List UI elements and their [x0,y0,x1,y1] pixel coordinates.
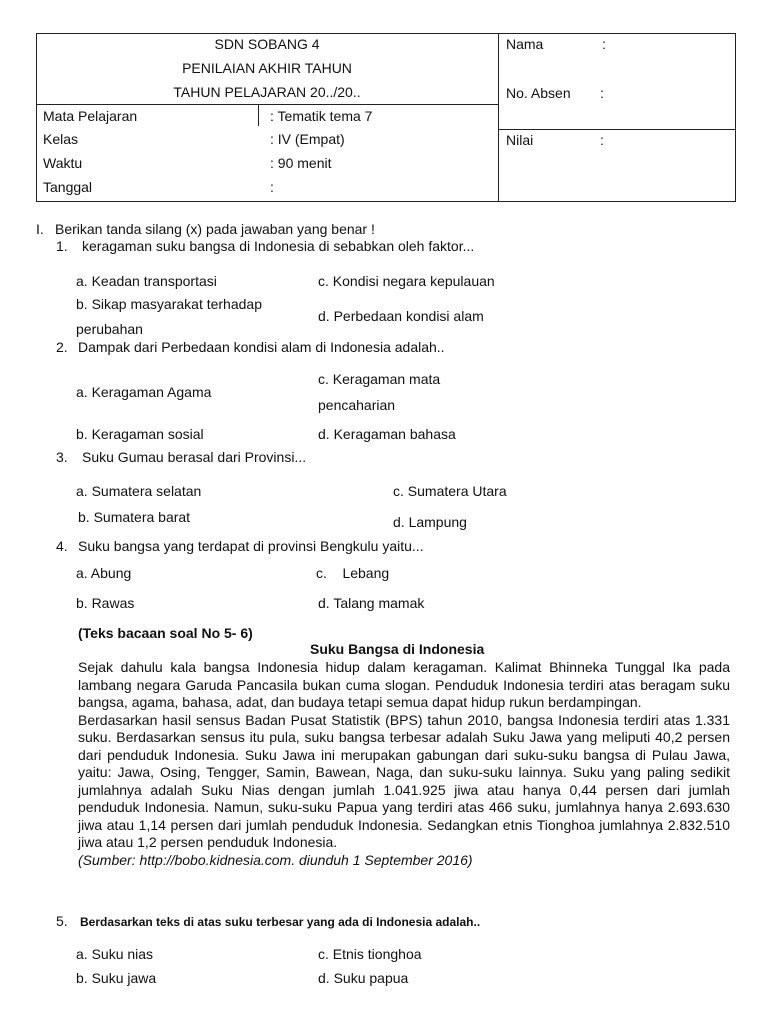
section-number: I. [36,221,44,237]
q4-option-c[interactable]: c. Lebang [316,565,390,581]
q3-option-d[interactable]: d. Lampung [393,514,467,530]
q4-option-a[interactable]: a. Abung [76,565,132,581]
q2-option-d[interactable]: d. Keragaman bahasa [318,426,456,442]
q3-text: Suku Gumau berasal dari Provinsi... [82,449,307,465]
q3-option-c[interactable]: c. Sumatera Utara [393,483,507,499]
q3-option-b[interactable]: b. Sumatera barat [78,509,191,525]
q1-option-a[interactable]: a. Keadan transportasi [76,273,217,289]
header-table [36,33,736,202]
q4-text: Suku bangsa yang terdapat di provinsi Bengkulu yaitu... [78,538,424,554]
reading-source: (Sumber: http://bobo.kidnesia.com. diunduh 1 September 2016) [78,851,473,868]
date-label: Tanggal [43,179,93,195]
q5-option-d[interactable]: d. Suku papua [318,970,409,986]
subject-label: Mata Pelajaran [43,108,138,124]
q3-option-a[interactable]: a. Sumatera selatan [76,483,202,499]
q4-option-b[interactable]: b. Rawas [76,595,135,611]
class-label: Kelas [43,131,79,147]
section-instruction: Berikan tanda silang (x) pada jawaban yang benar ! [55,221,375,237]
q1-option-c[interactable]: c. Kondisi negara kepulauan [318,273,495,289]
class-value: : IV (Empat) [270,131,345,147]
q2-number: 2. [56,339,68,355]
q2-text: Dampak dari Perbedaan kondisi alam di Indonesia adalah.. [78,339,445,355]
score-colon: : [600,132,604,148]
time-label: Waktu [43,155,83,171]
q4-number: 4. [56,538,68,554]
reading-paragraph-2: Berdasarkan hasil sensus Badan Pusat Statistik (BPS) tahun 2010, bangsa Indonesia terdiri atas 1.331 suku. Berdasarkan sensus itu pula, suku bangsa terbesar adalah Suku Jawa yang meliputi 40,2 persen dari penduduk Indonesia. Suku Jawa ini merupakan gabungan dari suku-suku bangsa di Pulau Jawa, yaitu: Jawa, Osing, Tengger, Samin, Bawean, Naga, dan suku-suku lainnya. Suku yang paling sedikit jumlahnya adalah Suku Nias dengan jumlah 1.041.925 jiwa atau hanya 0,44 persen dari jumlah penduduk Indonesia. Namun, suku-suku Papua yang terdiri atas 466 suku, jumlahnya hanya 2.693.630 jiwa atau 1,14 persen dari jumlah penduduk Indonesia. Sedangkan etnis Tionghoa jumlahnya 2.832.510 jiwa atau 1,2 persen penduduk Indonesia. [78,711,730,850]
reading-passage [78,659,730,869]
q5-option-a[interactable]: a. Suku nias [76,946,154,962]
q1-text: keragaman suku bangsa di Indonesia di sebabkan oleh faktor... [82,238,475,254]
q1-option-b[interactable]: b. Sikap masyarakat terhadap [76,296,262,312]
absen-label: No. Absen [506,85,571,101]
reading-label: (Teks bacaan soal No 5- 6) [78,625,253,641]
q1-option-d[interactable]: d. Perbedaan kondisi alam [318,308,484,324]
q5-option-b[interactable]: b. Suku jawa [76,970,157,986]
time-value: : 90 menit [270,155,332,171]
school-name: SDN SOBANG 4 [214,36,320,52]
q5-text: Berdasarkan teks di atas suku terbesar yang ada di Indonesia adalah.. [80,915,481,929]
q5-option-c[interactable]: c. Etnis tionghoa [318,946,422,962]
academic-year: TAHUN PELAJARAN 20../20.. [173,84,361,100]
reading-title: Suku Bangsa di Indonesia [310,641,485,657]
score-label: Nilai [506,132,534,148]
q2-option-c[interactable]: c. Keragaman mata [318,371,441,387]
exam-title: PENILAIAN AKHIR TAHUN [182,60,352,76]
q3-number: 3. [56,449,68,465]
subject-value: : Tematik tema 7 [270,108,373,124]
header-divider-left [36,104,498,105]
name-colon: : [602,36,606,52]
q1-option-b-cont[interactable]: perubahan [76,321,143,337]
reading-paragraph-1: Sejak dahulu kala bangsa Indonesia hidup dalam keragaman. Kalimat Bhinneka Tunggal Ika pada lambang negara Garuda Pancasila bukan cuma slogan. Penduduk Indonesia terdiri atas beragam suku bangsa, agama, bahasa, adat, dan budaya tetapi semua dapat hidup rukun berdampingan. [78,659,730,710]
header-inner-divider [258,104,259,126]
q5-number: 5. [56,913,68,929]
q4-option-d[interactable]: d. Talang mamak [318,595,425,611]
q2-option-b[interactable]: b. Keragaman sosial [76,426,204,442]
q2-option-a[interactable]: a. Keragaman Agama [76,384,212,400]
absen-colon: : [600,85,604,101]
q1-number: 1. [56,238,68,254]
q2-option-c-cont[interactable]: pencaharian [318,397,396,413]
name-label: Nama [506,36,544,52]
header-divider-vertical [498,33,499,202]
date-value: : [270,179,274,195]
header-divider-right [498,129,736,130]
